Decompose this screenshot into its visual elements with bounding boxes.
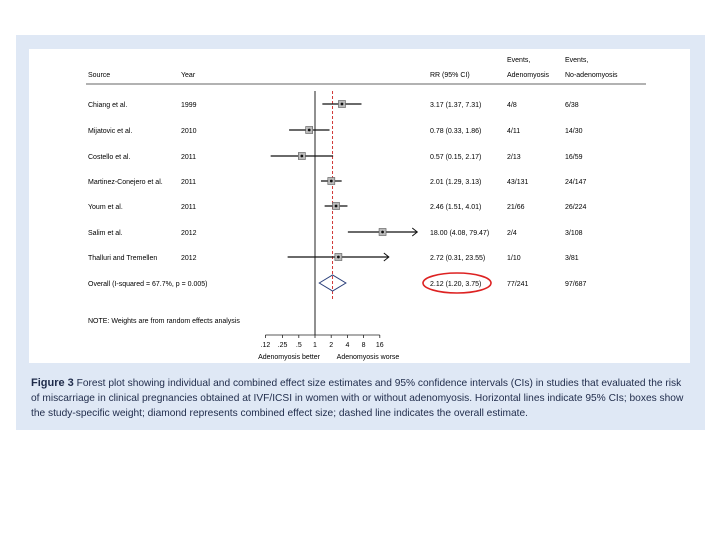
figure-caption (31, 376, 691, 421)
overall-label: Overall (I-squared = 67.7%, p = 0.005) (88, 281, 208, 288)
x-tick-label: .5 (295, 342, 302, 349)
row-year: 2012 (181, 255, 197, 262)
row-events-noadeno: 14/30 (565, 128, 583, 135)
row-events-noadeno: 24/147 (565, 179, 587, 186)
row-year: 2011 (181, 204, 197, 211)
row-events-noadeno: 26/224 (565, 204, 587, 211)
point-estimate (308, 129, 311, 132)
caption-text: Forest plot showing individual and combined effect size estimates and 95% confidence intervals (CIs) in studies that evaluated the risk of miscarriage in clinical pregnancies obtained at IVF/ICSI in women with or without adenomyosis. Horizontal lines indicate 95% CIs; boxes show the study-specific weight; diamond represents combined effect size; dashed line indicates the overall estimate. (31, 378, 684, 419)
row-rr-text: 3.17 (1.37, 7.31) (430, 102, 482, 109)
row-rr-text: 0.78 (0.33, 1.86) (430, 128, 482, 135)
header-events-adeno-2: Adenomyosis (507, 72, 550, 79)
row-source: Youm et al. (88, 204, 123, 211)
point-estimate (330, 180, 333, 183)
row-rr-text: 18.00 (4.08, 79.47) (430, 230, 490, 237)
row-source: Mijatovic et al. (88, 128, 133, 135)
header-rr: RR (95% CI) (430, 72, 470, 79)
study-rows (88, 102, 587, 262)
row-events-adeno: 1/10 (507, 255, 521, 262)
row-year: 1999 (181, 102, 197, 109)
x-tick-label: .25 (277, 342, 288, 349)
row-source: Thalluri and Tremellen (88, 255, 158, 262)
row-year: 2011 (181, 154, 197, 161)
x-tick-label: 8 (361, 342, 366, 349)
row-source: Costello et al. (88, 154, 131, 161)
caption-label: Figure 3 (31, 377, 74, 389)
row-events-adeno: 2/13 (507, 154, 521, 161)
row-rr-text: 2.46 (1.51, 4.01) (430, 204, 482, 211)
row-events-noadeno: 3/108 (565, 230, 583, 237)
row-events-adeno: 4/11 (507, 128, 521, 135)
x-tick-label: .12 (260, 342, 271, 349)
row-rr-text: 2.72 (0.31, 23.55) (430, 255, 486, 262)
row-events-noadeno: 3/81 (565, 255, 579, 262)
row-events-noadeno: 6/38 (565, 102, 579, 109)
x-tick-label: 2 (329, 342, 334, 349)
row-rr-text: 0.57 (0.15, 2.17) (430, 154, 482, 161)
point-estimate (341, 103, 344, 106)
row-year: 2010 (181, 128, 197, 135)
row-year: 2012 (181, 230, 197, 237)
point-estimate (300, 155, 303, 158)
axis-label-left: Adenomyosis better (258, 354, 320, 361)
point-estimate (335, 205, 338, 208)
weights-note: NOTE: Weights are from random effects analysis (88, 318, 240, 325)
row-source: Salim et al. (88, 230, 123, 237)
header-source: Source (88, 72, 111, 79)
row-year: 2011 (181, 179, 197, 186)
x-tick-label: 4 (345, 342, 350, 349)
row-events-noadeno: 16/59 (565, 154, 583, 161)
header-events-noadeno-1: Events, (565, 57, 589, 64)
row-events-adeno: 4/8 (507, 102, 517, 109)
point-estimate (381, 231, 384, 234)
overall-rr-text: 2.12 (1.20, 3.75) (430, 281, 482, 288)
header-events-noadeno-2: No-adenomyosis (565, 72, 618, 79)
x-tick-label: 1 (313, 342, 317, 349)
row-rr-text: 2.01 (1.29, 3.13) (430, 179, 482, 186)
point-estimate (337, 256, 340, 259)
row-events-adeno: 21/66 (507, 204, 525, 211)
row-source: Chiang et al. (88, 102, 128, 109)
header-events-adeno-1: Events, (507, 57, 531, 64)
row-events-adeno: 2/4 (507, 230, 517, 237)
plot-marks (261, 91, 418, 349)
overall-events-noadeno: 97/687 (565, 281, 587, 288)
header-year: Year (181, 72, 196, 79)
overall-events-adeno: 77/241 (507, 281, 529, 288)
row-source: Martinez-Conejero et al. (88, 179, 163, 186)
x-tick-label: 16 (375, 342, 384, 349)
axis-label-right: Adenomyosis worse (336, 354, 400, 361)
row-events-adeno: 43/131 (507, 179, 529, 186)
